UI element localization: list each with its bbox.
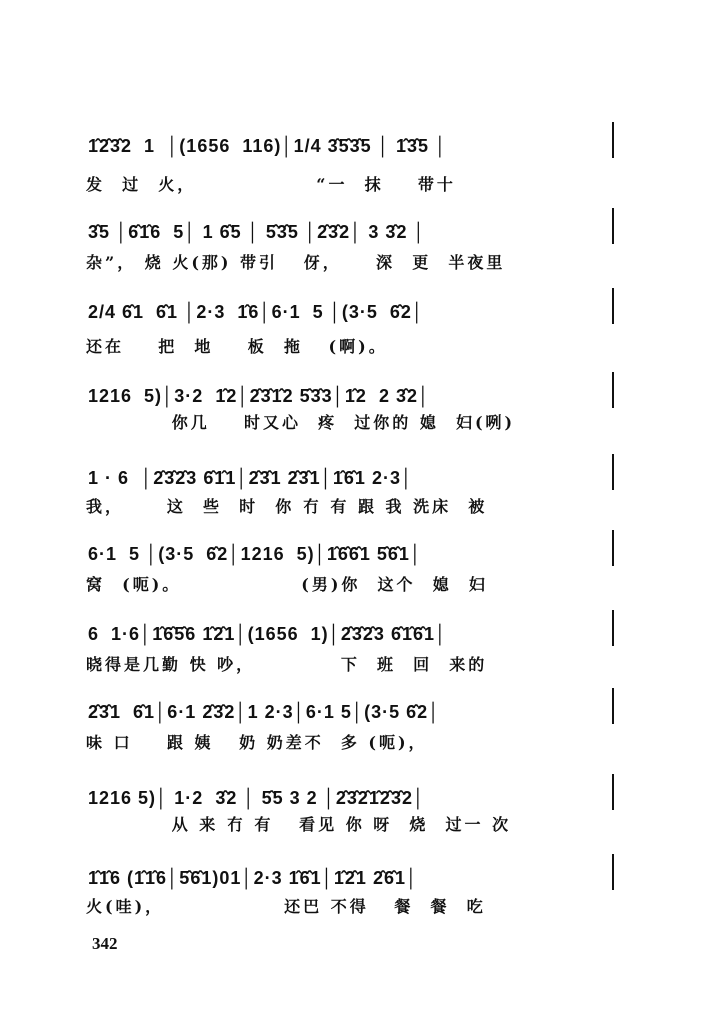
notation-text: 3̂5 │6̂1̂6 5│ 1 6̂5 │ 5̂3̂5 │2̂3̂2│ 3 3̂2 │ bbox=[88, 222, 426, 242]
barline bbox=[612, 688, 614, 724]
notation-text: 2̂3̂1 6̂1│6·1 2̂3̂2│1 2·3│6·1 5│(3·5 6̂2│ bbox=[88, 702, 441, 722]
notation-text: 1̂1̂6 (1̂1̂6│5̂6̂1)01│2·3 1̂6̂1│1̂2̂1 2̂6̂1│ bbox=[88, 868, 419, 888]
notation-line bbox=[88, 210, 628, 250]
notation-text: 1̂2̂3̂2 1 │(1656 116)│1/4 3̂5̂3̂5 │ 1̂3̂5 │ bbox=[88, 136, 448, 156]
lyric-line: 火(哇)， 还巴 不得 餐 餐 吃 bbox=[86, 897, 486, 916]
notation-text: 1 · 6 │2̂3̂2̂3 6̂1̂1│2̂3̂1 2̂3̂1│1̂6̂1 2·3│ bbox=[88, 468, 414, 488]
notation-line bbox=[88, 856, 628, 896]
lyric-line: 晓得是几勤 快 吵， 下 班 回 来的 bbox=[86, 655, 488, 674]
barline bbox=[612, 454, 614, 490]
barline bbox=[612, 530, 614, 566]
lyric-line: 从 来 冇 有 看见 你 呀 烧 过一 次 bbox=[86, 815, 512, 834]
lyric-line: 窝 (呃)。 (男)你 这个 媳 妇 bbox=[86, 575, 488, 594]
notation-line bbox=[88, 776, 628, 816]
lyric-line: 杂”， 烧 火(那) 带引 伢， 深 更 半夜里 bbox=[86, 253, 506, 272]
notation-text: 1216 5)│ 1·2 3̂2 │ 5̂5 3 2 │2̂3̂2̂1̂2̂3̂2│ bbox=[88, 788, 426, 808]
notation-line bbox=[88, 290, 628, 330]
lyric-line: 我， 这 些 时 你 冇 有 跟 我 洗床 被 bbox=[86, 497, 488, 516]
notation-line bbox=[88, 456, 628, 496]
barline bbox=[612, 372, 614, 408]
notation-line bbox=[88, 124, 628, 164]
notation-text: 6·1 5 │(3·5 6̂2│1216 5)│1̂6̂6̂1 5̂6̂1│ bbox=[88, 544, 423, 564]
lyric-line: 味 口 跟 姨 奶 奶差不 多 (呃)， bbox=[86, 733, 428, 752]
barline bbox=[612, 774, 614, 810]
notation-line bbox=[88, 690, 628, 730]
notation-text: 1216 5)│3·2 1̂2│2̂3̂1̂2 5̂3̂3│1̂2 2 3̂2│ bbox=[88, 386, 431, 406]
barline bbox=[612, 208, 614, 244]
barline bbox=[612, 610, 614, 646]
notation-text: 6 1·6│1̂6̂5̂6 1̂2̂1│(1656 1)│2̂3̂2̂3 6̂1̂6̂1│ bbox=[88, 624, 448, 644]
lyric-line: 还在 把 地 板 拖 (啊)。 bbox=[86, 337, 388, 356]
notation-line bbox=[88, 532, 628, 572]
barline bbox=[612, 122, 614, 158]
lyric-line: 发 过 火， “一 抹 带十 bbox=[86, 175, 456, 194]
page-number: 342 bbox=[92, 934, 118, 953]
barline bbox=[612, 288, 614, 324]
notation-text: 2/4 6̂1 6̂1 │2·3 1̂6│6·1 5 │(3·5 6̂2│ bbox=[88, 302, 425, 322]
lyric-line: 你几 时又心 疼 过你的 媳 妇(咧) bbox=[86, 413, 516, 432]
notation-line bbox=[88, 374, 628, 414]
notation-line bbox=[88, 612, 628, 652]
barline bbox=[612, 854, 614, 890]
